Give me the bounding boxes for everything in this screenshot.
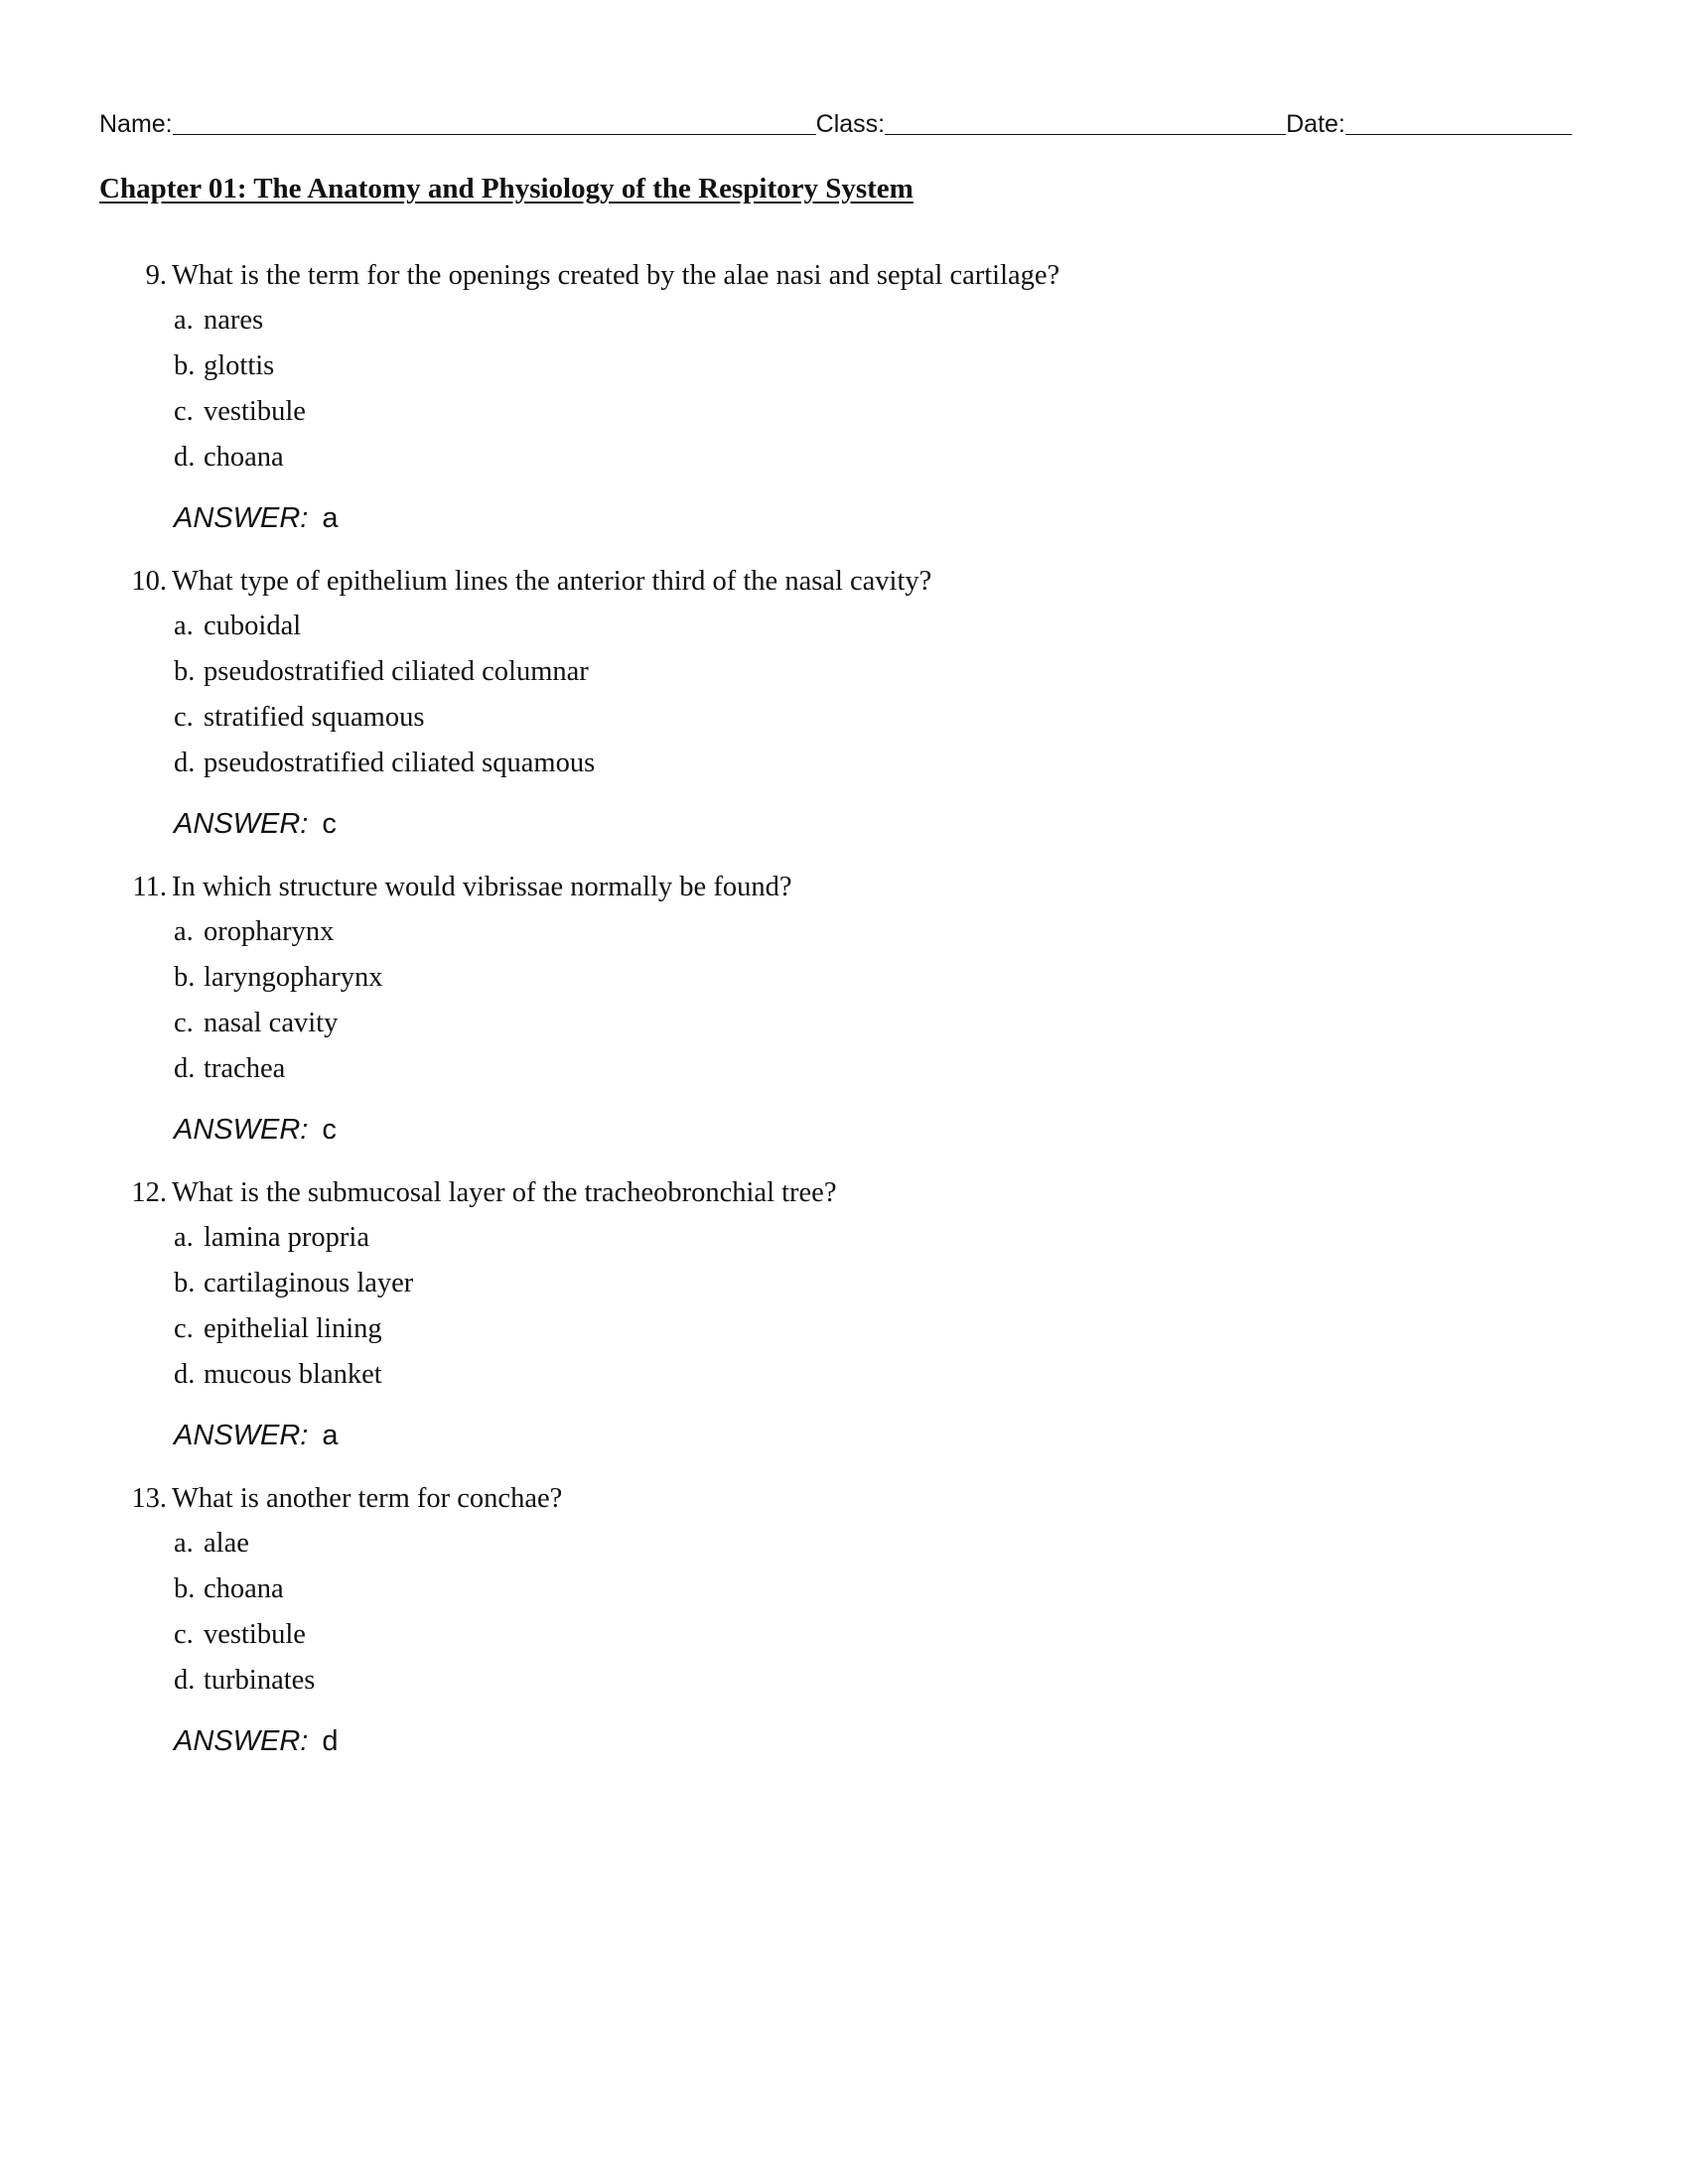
- option-item: [174, 1265, 413, 1310]
- option-letter: a.: [174, 611, 194, 641]
- option-item: [174, 1662, 315, 1707]
- option-letter: c.: [174, 1008, 194, 1038]
- option-letter: b.: [174, 1268, 196, 1298]
- answer-value: a: [322, 1420, 339, 1451]
- option-list: [174, 302, 306, 484]
- answer-line: [174, 1114, 337, 1147]
- option-text: vestibule: [204, 1619, 306, 1650]
- answer-label: ANSWER:: [174, 1114, 309, 1146]
- option-item: [174, 1219, 413, 1265]
- question-text: What is the submucosal layer of the tracheobronchial tree?: [172, 1177, 837, 1208]
- answer-line: [174, 1420, 338, 1452]
- option-text: stratified squamous: [204, 702, 425, 733]
- option-text: alae: [204, 1528, 249, 1559]
- option-item: [174, 653, 595, 699]
- option-text: glottis: [204, 350, 275, 381]
- question-list: [0, 260, 1688, 1789]
- option-item: [174, 608, 595, 653]
- option-letter: d.: [174, 442, 196, 473]
- option-letter: d.: [174, 1665, 196, 1696]
- answer-value: c: [322, 808, 337, 840]
- option-item: [174, 913, 382, 959]
- option-item: [174, 302, 306, 347]
- question-item: [0, 1177, 1688, 1483]
- option-text: laryngopharynx: [204, 962, 383, 993]
- option-text: pseudostratified ciliated squamous: [204, 748, 596, 778]
- option-letter: d.: [174, 748, 196, 778]
- option-list: [174, 1219, 413, 1402]
- question-text: What type of epithelium lines the anterior third of the nasal cavity?: [172, 566, 932, 597]
- option-letter: c.: [174, 702, 194, 733]
- question-text: In which structure would vibrissae normally be found?: [172, 872, 792, 902]
- name-label: Name:: [99, 110, 173, 138]
- option-item: [174, 1525, 315, 1570]
- question-number: 10.: [131, 566, 167, 597]
- option-item: [174, 959, 382, 1005]
- name-field: [99, 108, 816, 139]
- option-item: [174, 1310, 413, 1356]
- option-item: [174, 699, 595, 745]
- option-item: [174, 1050, 382, 1096]
- question-number: 13.: [131, 1483, 167, 1514]
- option-text: nasal cavity: [204, 1008, 339, 1038]
- question-number: 11.: [132, 872, 167, 902]
- class-label: Class:: [815, 110, 886, 138]
- header-row: [99, 99, 1589, 139]
- chapter-title: Chapter 01: The Anatomy and Physiology of the Respitory System: [99, 173, 914, 205]
- option-letter: b.: [174, 350, 196, 381]
- question-item: [0, 1483, 1688, 1789]
- option-text: oropharynx: [204, 916, 335, 947]
- date-field: [1286, 108, 1572, 139]
- option-text: cuboidal: [204, 611, 302, 641]
- question-item: [0, 566, 1688, 872]
- name-blank-line: [173, 108, 816, 135]
- option-text: mucous blanket: [204, 1359, 382, 1390]
- option-letter: d.: [174, 1359, 196, 1390]
- option-letter: a.: [174, 1528, 194, 1559]
- option-text: trachea: [204, 1053, 286, 1084]
- option-letter: b.: [174, 656, 196, 687]
- answer-label: ANSWER:: [174, 1725, 309, 1757]
- answer-line: [174, 808, 337, 841]
- option-text: epithelial lining: [204, 1313, 382, 1344]
- option-letter: b.: [174, 962, 196, 993]
- answer-line: [174, 502, 338, 535]
- option-item: [174, 1616, 315, 1662]
- option-text: lamina propria: [204, 1222, 369, 1253]
- option-text: choana: [204, 442, 284, 473]
- option-letter: c.: [174, 396, 194, 427]
- answer-value: c: [322, 1114, 337, 1146]
- question-number: 12.: [131, 1177, 167, 1208]
- class-blank-line: [885, 108, 1286, 135]
- option-list: [174, 913, 382, 1096]
- option-text: nares: [204, 305, 264, 336]
- option-item: [174, 393, 306, 439]
- answer-line: [174, 1725, 338, 1758]
- option-letter: a.: [174, 305, 194, 336]
- question-text: What is another term for conchae?: [172, 1483, 563, 1514]
- option-letter: d.: [174, 1053, 196, 1084]
- option-item: [174, 347, 306, 393]
- question-item: [0, 872, 1688, 1177]
- answer-value: d: [322, 1725, 339, 1757]
- option-letter: b.: [174, 1573, 196, 1604]
- option-item: [174, 1356, 413, 1402]
- answer-label: ANSWER:: [174, 1420, 309, 1451]
- option-text: choana: [204, 1573, 284, 1604]
- option-item: [174, 1005, 382, 1050]
- option-text: cartilaginous layer: [204, 1268, 414, 1298]
- option-item: [174, 439, 306, 484]
- question-number: 9.: [145, 260, 167, 291]
- option-list: [174, 608, 595, 790]
- class-field: [816, 108, 1286, 139]
- option-text: pseudostratified ciliated columnar: [204, 656, 589, 687]
- option-text: turbinates: [204, 1665, 316, 1696]
- question-text: What is the term for the openings created by the alae nasi and septal cartilage?: [172, 260, 1060, 291]
- date-blank-line: [1345, 108, 1572, 135]
- question-item: [0, 260, 1688, 566]
- option-list: [174, 1525, 315, 1707]
- option-text: vestibule: [204, 396, 306, 427]
- option-item: [174, 745, 595, 790]
- option-letter: c.: [174, 1619, 194, 1650]
- date-label: Date:: [1286, 110, 1345, 138]
- option-letter: a.: [174, 1222, 194, 1253]
- option-letter: a.: [174, 916, 194, 947]
- answer-label: ANSWER:: [174, 502, 309, 534]
- answer-label: ANSWER:: [174, 808, 309, 840]
- answer-value: a: [322, 502, 339, 534]
- option-letter: c.: [174, 1313, 194, 1344]
- option-item: [174, 1570, 315, 1616]
